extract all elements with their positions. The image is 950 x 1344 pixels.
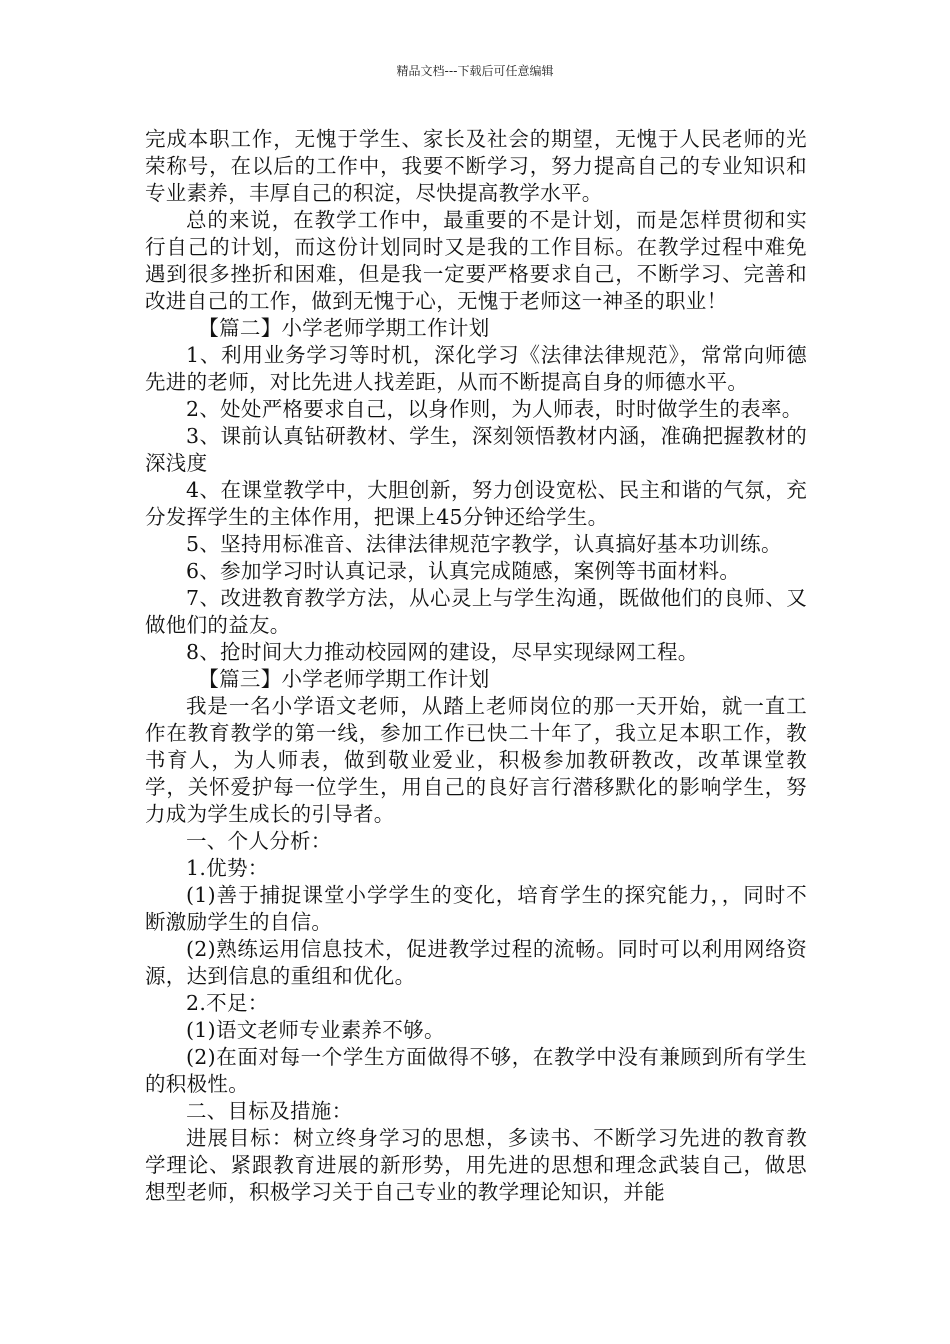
page-header: 精品文档---下载后可任意编辑 xyxy=(396,64,554,78)
subheading: 1.优势： xyxy=(186,856,269,880)
section-heading: 【篇三】小学老师学期工作计划 xyxy=(198,667,490,691)
list-item: (2)熟练运用信息技术，促进教学过程的流畅。同时可以利用网络资源，达到信息的重组和优化。 xyxy=(145,937,807,988)
subheading: 2.不足： xyxy=(186,991,269,1015)
list-item: 2、处处严格要求自己，以身作则，为人师表，时时做学生的表率。 xyxy=(186,397,803,421)
document-body xyxy=(145,126,807,1206)
list-item: 3、课前认真钻研教材、学生，深刻领悟教材内涵，准确把握教材的深浅度 xyxy=(145,424,807,475)
subheading: 二、目标及措施： xyxy=(186,1099,353,1123)
list-item: 4、在课堂教学中，大胆创新，努力创设宽松、民主和谐的气氛，充分发挥学生的主体作用，把课上45分钟还给学生。 xyxy=(145,478,807,529)
paragraph: 进展目标：树立终身学习的思想，多读书、不断学习先进的教育教学理论、紧跟教育进展的新形势，用先进的思想和理念武装自己，做思想型老师，积极学习关于自己专业的教学理论知识，并能 xyxy=(145,1126,807,1204)
paragraph: 完成本职工作，无愧于学生、家长及社会的期望，无愧于人民老师的光荣称号，在以后的工作中，我要不断学习，努力提高自己的专业知识和专业素养，丰厚自己的积淀，尽快提高教学水平。 xyxy=(145,127,807,205)
list-item: (1)善于捕捉课堂小学学生的变化，培育学生的探究能力，，同时不断激励学生的自信。 xyxy=(145,883,807,934)
list-item: 8、抢时间大力推动校园网的建设，尽早实现绿网工程。 xyxy=(186,640,699,664)
list-item: 6、参加学习时认真记录，认真完成随感，案例等书面材料。 xyxy=(186,559,741,583)
subheading: 一、个人分析： xyxy=(186,829,332,853)
list-item: 5、坚持用标准音、法律法律规范字教学，认真搞好基本功训练。 xyxy=(186,532,782,556)
section-heading: 【篇二】小学老师学期工作计划 xyxy=(198,316,490,340)
list-item: (1)语文老师专业素养不够。 xyxy=(186,1018,445,1042)
paragraph: 总的来说，在教学工作中，最重要的不是计划，而是怎样贯彻和实行自己的计划，而这份计划同时又是我的工作目标。在教学过程中难免遇到很多挫折和困难，但是我一定要严格要求自己，不断学习、完善和改进自己的工作，做到无愧于心，无愧于老师这一神圣的职业！ xyxy=(145,208,807,313)
list-item: 1、利用业务学习等时机，深化学习《法律法律规范》，常常向师德先进的老师，对比先进人找差距，从而不断提高自身的师德水平。 xyxy=(145,343,807,394)
list-item: 7、改进教育教学方法，从心灵上与学生沟通，既做他们的良师、又做他们的益友。 xyxy=(145,586,807,637)
paragraph: 我是一名小学语文老师，从踏上老师岗位的那一天开始，就一直工作在教育教学的第一线，参加工作已快二十年了，我立足本职工作，教书育人，为人师表，做到敬业爱业，积极参加教研教改，改革课堂教学，关怀爱护每一位学生，用自己的良好言行潜移默化的影响学生，努力成为学生成长的引导者。 xyxy=(145,694,807,826)
list-item: (2)在面对每一个学生方面做得不够，在教学中没有兼顾到所有学生的积极性。 xyxy=(145,1045,807,1096)
